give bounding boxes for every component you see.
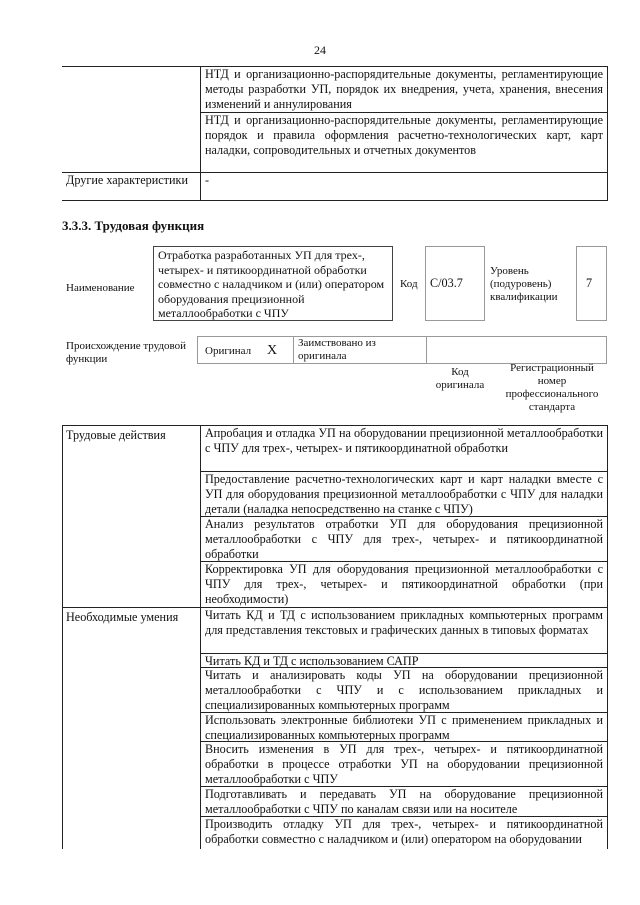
labor-actions-label: Трудовые действия [66, 428, 166, 442]
labor-action-item: Корректировка УП для оборудования прецизионной металлообработки с ЧПУ для трех-, четырех- и пятикоординатной обработки (при необходимости) [205, 562, 603, 607]
skill-item: Вносить изменения в УП для трех-, четырех- и пятикоординатной обработки в процессе отработки УП на оборудовании прецизионной металлообработки с ЧПУ [205, 742, 603, 787]
name-label: Наименование [66, 282, 135, 294]
reg-number-caption: Регистрационный номер профессионального стандарта [505, 362, 599, 413]
name-value: Отработка разработанных УП для трех-, четырех- и пятикоординатной обработки совместно с наладчиком и (или) оператором оборудования прецизионной металлообработки с ЧПУ [158, 248, 385, 321]
skill-item: Использовать электронные библиотеки УП с применением прикладных и специализированных компьютерных программ [205, 713, 603, 743]
labor-action-item: Апробация и отладка УП на оборудовании прецизионной металлообработки с ЧПУ для трех-, четырех- и пятикоординатной обработки [205, 426, 603, 456]
other-characteristics-label: Другие характеристики [66, 173, 188, 187]
page-number: 24 [314, 43, 326, 57]
skill-item: Производить отладку УП для трех-, четырех- и пятикоординатной обработки совместно с наладчиком и (или) оператором на оборудовании [205, 817, 603, 847]
origin-label: Происхождение трудовой функции [66, 340, 187, 365]
skill-item: Читать КД и ТД с использованием САПР [205, 654, 419, 668]
level-value: 7 [586, 276, 593, 290]
labor-action-item: Анализ результатов отработки УП для оборудования прецизионной металлообработки с ЧПУ для трех-, четырех- и пятикоординатной обработки [205, 517, 603, 562]
top-table-row-1: НТД и организационно-распорядительные документы, регламентирующие методы разработки УП, порядок их внедрения, учета, хранения, внесения изменений и аннулирования [205, 67, 603, 112]
original-label: Оригинал [205, 345, 252, 357]
level-label: Уровень (подуровень) квалификации [490, 265, 558, 303]
skill-item: Подготавливать и передавать УП на оборудование прецизионной металлообработки с ЧПУ по каналам связи или на носителе [205, 787, 603, 817]
skill-item: Читать КД и ТД с использованием прикладных компьютерных программ для представления текстовых и графических данных в типовых форматах [205, 608, 603, 638]
top-table-row-2: НТД и организационно-распорядительные документы, регламентирующие порядок и правила оформления расчетно-технологических карт, карт наладки, сопроводительных и отчетных документов [205, 113, 603, 158]
code-value: С/03.7 [430, 276, 463, 290]
original-mark: X [267, 343, 278, 358]
code-label: Код [400, 278, 418, 290]
required-skills-label: Необходимые умения [66, 610, 179, 624]
borrowed-label: Заимствовано из оригинала [298, 337, 376, 362]
skill-item: Читать и анализировать коды УП на оборудовании прецизионной металлообработки с ЧПУ и с использованием прикладных и специализированных компьютерных программ [205, 668, 603, 713]
section-title: 3.3.3. Трудовая функция [62, 218, 205, 233]
other-characteristics-value: - [205, 173, 210, 187]
labor-action-item: Предоставление расчетно-технологических карт и карт наладки вместе с УП для оборудования прецизионной металлообработки с ЧПУ для наладки детали (наладка непосредственно на станке с ЧПУ) [205, 472, 603, 517]
code-original-caption: Код оригинала [435, 366, 485, 391]
